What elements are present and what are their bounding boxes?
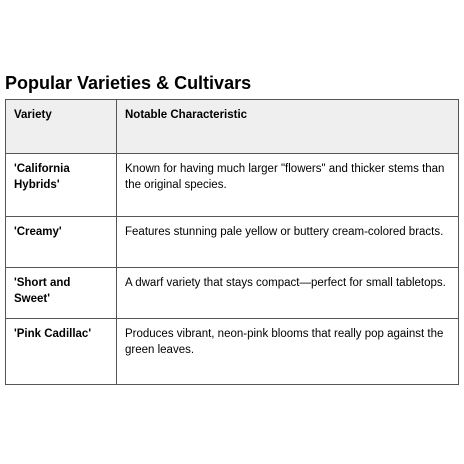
table-header-row (6, 100, 459, 154)
table-row (6, 319, 459, 385)
variety-cell: 'California Hybrids' (6, 154, 117, 217)
table-row (6, 217, 459, 268)
variety-cell: 'Creamy' (6, 217, 117, 268)
varieties-table (5, 99, 459, 385)
characteristic-cell: Produces vibrant, neon-pink blooms that really pop against the green leaves. (117, 319, 459, 385)
characteristic-cell: Features stunning pale yellow or buttery cream-colored bracts. (117, 217, 459, 268)
characteristic-cell: Known for having much larger "flowers" and thicker stems than the original species. (117, 154, 459, 217)
page-title: Popular Varieties & Cultivars (5, 73, 252, 93)
variety-cell: 'Pink Cadillac' (6, 319, 117, 385)
table-row (6, 154, 459, 217)
table-row (6, 268, 459, 319)
column-header-characteristic: Notable Characteristic (117, 100, 459, 154)
variety-cell: 'Short and Sweet' (6, 268, 117, 319)
column-header-variety: Variety (6, 100, 117, 154)
characteristic-cell: A dwarf variety that stays compact—perfect for small tabletops. (117, 268, 459, 319)
